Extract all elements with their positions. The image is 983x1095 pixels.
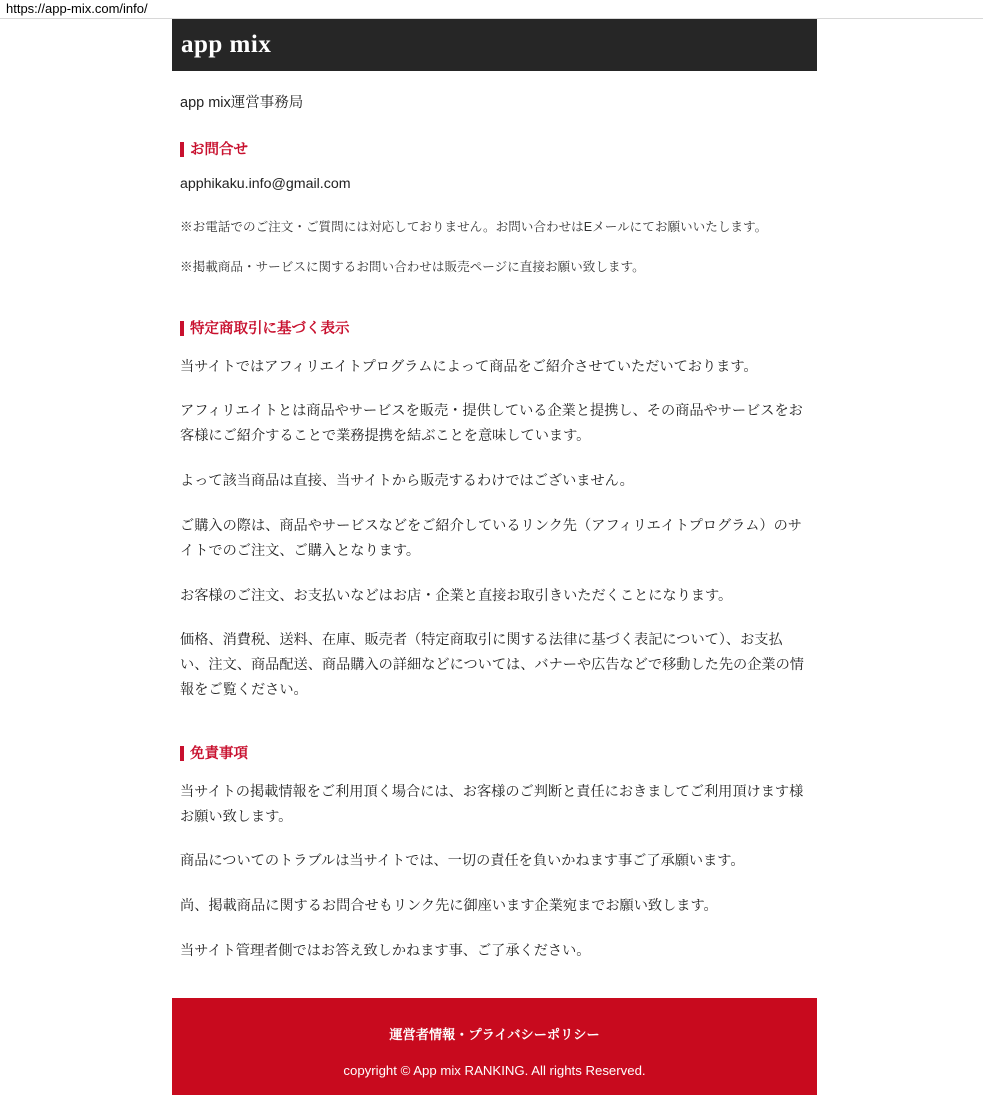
contact-note-1: ※お電話でのご注文・ご質問には対応しておりません。お問い合わせはEメールにてお願いいたします。 bbox=[180, 219, 768, 234]
section-heading-disclaimer: 免責事項 bbox=[180, 745, 809, 764]
legal-paragraph-4: ご購入の際は、商品やサービスなどをご紹介しているリンク先（アフィリエイトプログラム）のサイトでのご注文、ご購入となります。 bbox=[180, 517, 802, 559]
footer-copyright: copyright © App mix RANKING. All rights Reserved. bbox=[343, 1063, 646, 1078]
url-text: https://app-mix.com/info/ bbox=[6, 1, 148, 16]
site-logo-title[interactable]: app mix bbox=[181, 31, 272, 58]
section-heading-contact: お問合せ bbox=[180, 141, 809, 160]
section-heading-legal: 特定商取引に基づく表示 bbox=[180, 320, 809, 339]
organization-name: app mix運営事務局 bbox=[180, 95, 304, 111]
site-container bbox=[172, 19, 817, 1095]
section-disclaimer bbox=[180, 745, 809, 964]
footer-privacy-link[interactable]: 運営者情報・プライバシーポリシー bbox=[389, 1027, 600, 1042]
site-header bbox=[172, 19, 817, 71]
article-body bbox=[172, 71, 817, 964]
contact-note-2: ※掲載商品・サービスに関するお問い合わせは販売ページに直接お願い致します。 bbox=[180, 259, 645, 274]
section-legal-disclosure bbox=[180, 320, 809, 703]
browser-url-bar[interactable] bbox=[0, 0, 983, 19]
disclaimer-paragraph-1: 当サイトの掲載情報をご利用頂く場合には、お客様のご判断と責任におきましてご利用頂けます様お願い致します。 bbox=[180, 783, 804, 825]
disclaimer-paragraph-3: 尚、掲載商品に関するお問合せもリンク先に御座います企業宛までお願い致します。 bbox=[180, 898, 718, 915]
disclaimer-paragraph-2: 商品についてのトラブルは当サイトでは、一切の責任を負いかねます事ご了承願います。 bbox=[180, 853, 745, 870]
page-content bbox=[0, 19, 983, 1095]
legal-paragraph-5: お客様のご注文、お支払いなどはお店・企業と直接お取引きいただくことになります。 bbox=[180, 587, 733, 604]
legal-paragraph-1: 当サイトではアフィリエイトプログラムによって商品をご紹介させていただいております。 bbox=[180, 358, 758, 375]
section-contact bbox=[180, 141, 809, 278]
legal-paragraph-3: よって該当商品は直接、当サイトから販売するわけではございません。 bbox=[180, 473, 634, 490]
disclaimer-paragraph-4: 当サイト管理者側ではお答え致しかねます事、ご了承ください。 bbox=[180, 943, 591, 960]
site-footer bbox=[172, 998, 817, 1095]
legal-paragraph-2: アフィリエイトとは商品やサービスを販売・提供している企業と提携し、その商品やサービスをお客様にご紹介することで業務提携を結ぶことを意味しています。 bbox=[180, 403, 803, 445]
contact-email[interactable]: apphikaku.info@gmail.com bbox=[180, 175, 351, 192]
legal-paragraph-6: 価格、消費税、送料、在庫、販売者（特定商取引に関する法律に基づく表記について）、お支払い、注文、商品配送、商品購入の詳細などについては、バナーや広告などで移動した先の企業の情報をご覧ください。 bbox=[180, 632, 804, 699]
